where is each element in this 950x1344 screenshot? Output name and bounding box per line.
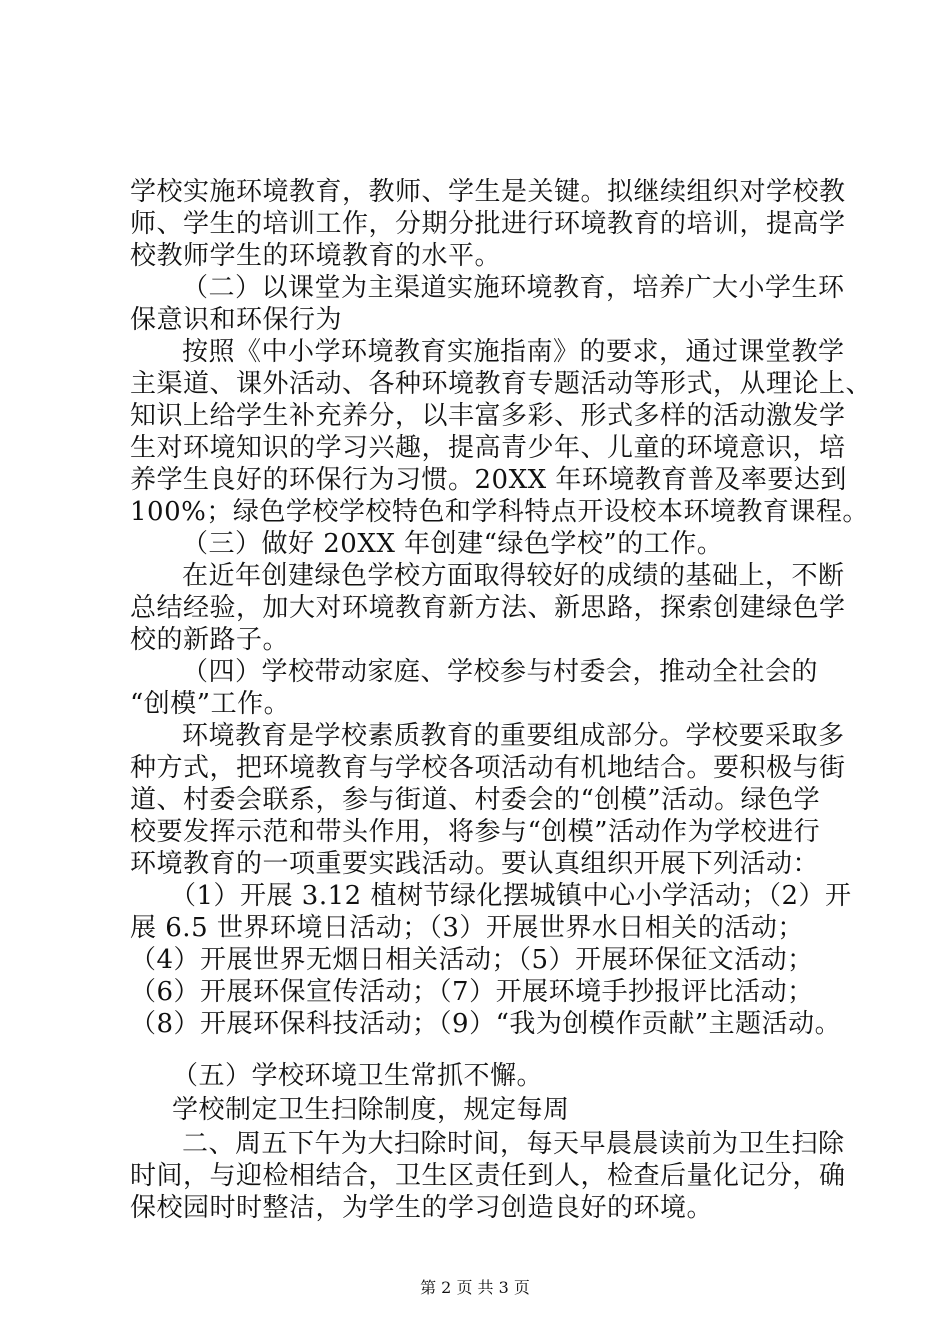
paragraph-line: 主渠道、课外活动、各种环境教育专题活动等形式，从理论上、 (130, 369, 873, 399)
paragraph-line: 学校制定卫生扫除制度，规定每周 (172, 1095, 570, 1125)
activity-list-line: （4）开展世界无烟日相关活动；（5）开展环保征文活动； (130, 945, 814, 975)
paragraph-line: 道、村委会联系，参与街道、村委会的“创模”活动。绿色学 (130, 785, 821, 815)
activity-list-line: （1）开展 3.12 植树节绿化摆城镇中心小学活动；（2）开 (170, 881, 852, 911)
activity-list-line: （6）开展环保宣传活动；（7）开展环境手抄报评比活动； (130, 977, 814, 1007)
paragraph-line: 生对环境知识的学习兴趣，提高青少年、儿童的环境意识，培 (130, 433, 846, 463)
section-heading-2-cont: 保意识和环保行为 (130, 305, 343, 335)
paragraph-line: 保校园时时整洁，为学生的学习创造良好的环境。 (130, 1193, 714, 1223)
paragraph-line: 校教师学生的环境教育的水平。 (130, 241, 502, 271)
paragraph-line: 师、学生的培训工作，分期分批进行环境教育的培训，提高学 (130, 209, 846, 239)
section-heading-4: （四）学校带动家庭、学校参与村委会，推动全社会的 (182, 657, 819, 687)
paragraph-line: 学校实施环境教育，教师、学生是关键。拟继续组织对学校教 (130, 177, 846, 207)
paragraph-line: 在近年创建绿色学校方面取得较好的成绩的基础上，不断 (182, 561, 845, 591)
paragraph-line: 校要发挥示范和带头作用，将参与“创模”活动作为学校进行 (130, 817, 821, 847)
paragraph-line: 种方式，把环境教育与学校各项活动有机地结合。要积极与街 (130, 753, 846, 783)
section-heading-3: （三）做好 20XX 年创建“绿色学校”的工作。 (182, 529, 724, 559)
paragraph-line: 环境教育的一项重要实践活动。要认真组织开展下列活动： (130, 849, 820, 879)
section-heading-4-cont: “创模”工作。 (130, 689, 291, 719)
section-heading-5: （五）学校环境卫生常抓不懈。 (172, 1061, 544, 1091)
paragraph-line: 知识上给学生补充养分，以丰富多彩、形式多样的活动激发学 (130, 401, 846, 431)
paragraph-line: 时间，与迎检相结合，卫生区责任到人，检查后量化记分，确 (130, 1161, 846, 1191)
activity-list-line: （8）开展环保科技活动；（9）“我为创模作贡献”主题活动。 (130, 1009, 842, 1039)
page-number-footer: 第 2 页 共 3 页 (420, 1278, 530, 1297)
paragraph-line: 校的新路子。 (130, 625, 290, 655)
paragraph-line: 养学生良好的环保行为习惯。20XX 年环境教育普及率要达到 (130, 465, 847, 495)
paragraph-line: 按照《中小学环境教育实施指南》的要求，通过课堂教学 (182, 337, 845, 367)
paragraph-line: 总结经验，加大对环境教育新方法、新思路，探索创建绿色学 (130, 593, 846, 623)
section-heading-2: （二）以课堂为主渠道实施环境教育，培养广大小学生环 (182, 273, 845, 303)
paragraph-line: 环境教育是学校素质教育的重要组成部分。学校要采取多 (182, 721, 845, 751)
activity-list-line: 展 6.5 世界环境日活动；（3）开展世界水日相关的活动； (130, 913, 804, 943)
paragraph-line: 二、周五下午为大扫除时间，每天早晨晨读前为卫生扫除 (182, 1129, 845, 1159)
paragraph-line: 100%；绿色学校学校特色和学科特点开设校本环境教育课程。 (130, 497, 869, 527)
